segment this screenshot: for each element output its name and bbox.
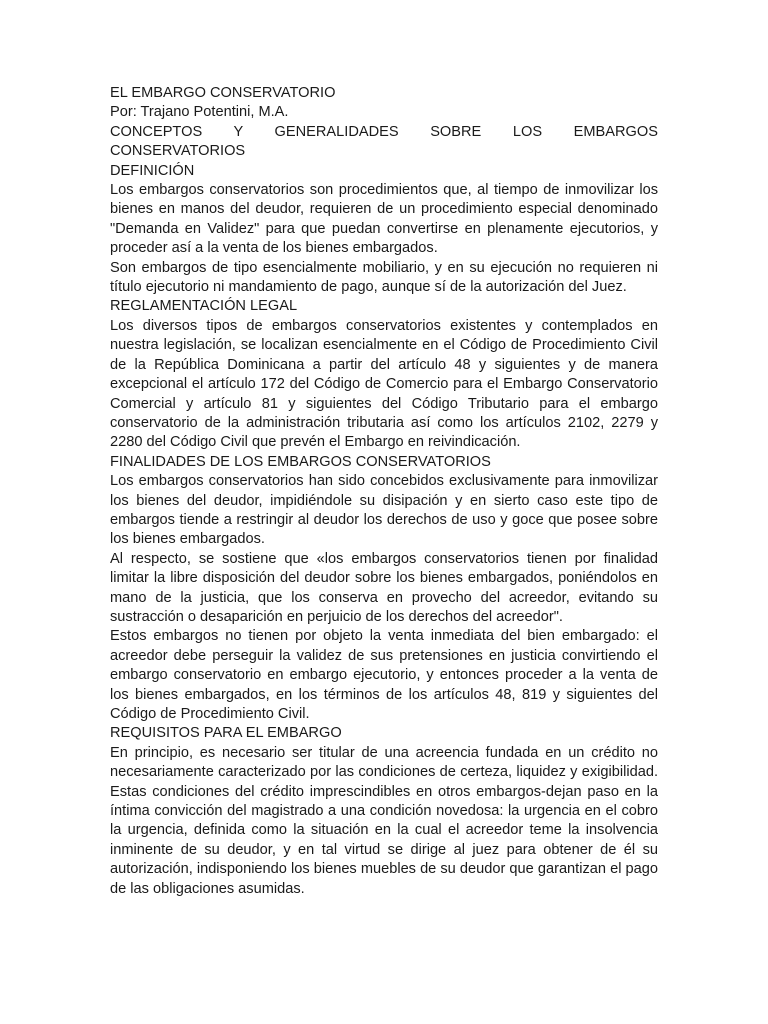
section-heading-requisitos: REQUISITOS PARA EL EMBARGO [110, 725, 342, 742]
document-author: Por: Trajano Potentini, M.A. [110, 104, 289, 121]
section-heading-reglamentacion: REGLAMENTACIÓN LEGAL [110, 298, 298, 315]
paragraph: Son embargos de tipo esencialmente mobiliario, y en su ejecución no requieren ni título ejecutorio ni mandamiento de pago, aunque sí de la autorización del Juez. [110, 259, 658, 296]
section-heading-definicion: DEFINICIÓN [110, 162, 195, 179]
paragraph: Los embargos conservatorios son procedimientos que, al tiempo de inmovilizar los bienes en manos del deudor, requieren de un procedimiento especial denominado "Demanda en Validez" para que puedan convertirse en plenamente ejecutorios, y proceder así a la venta de los bienes embargados. [110, 182, 658, 257]
paragraph: Los embargos conservatorios han sido concebidos exclusivamente para inmovilizar los bienes del deudor, impidiéndole su disipación y en sierto caso este tipo de embargos tiende a restringir al deudor los derechos de uso y goce que posee sobre los bienes embargados. [110, 473, 658, 548]
main-heading-line-1: CONCEPTOS Y GENERALIDADES SOBRE LOS EMBARGOS [110, 123, 658, 140]
main-heading-line-2: CONSERVATORIOS [110, 143, 246, 160]
paragraph: En principio, es necesario ser titular de una acreencia fundada en un crédito no necesariamente caracterizado por las condiciones de certeza, liquidez y exigibilidad. Estas condiciones del crédito imprescindibles en otros embargos-dejan paso en la íntima convicción del magistrado a una condición novedosa: la urgencia en el cobro la urgencia, definida como la situación en la cual el acreedor teme la insolvencia inminente de su deudor, y en tal virtud se dirige al juez para obtener de él su autorización, indisponiendo los bienes muebles de su deudor que garantizan el pago de las obligaciones asumidas. [110, 744, 658, 897]
paragraph: Estos embargos no tienen por objeto la venta inmediata del bien embargado: el acreedor debe perseguir la validez de sus pretensiones en justicia convirtiendo el embargo conservatorio en embargo ejecutorio, y entonces proceder a la venta de los bienes embargados, en los términos de los artículos 48, 819 y siguientes del Código de Procedimiento Civil. [110, 628, 658, 722]
paragraph: Los diversos tipos de embargos conservatorios existentes y contemplados en nuestra legislación, se localizan esencialmente en el Código de Procedimiento Civil de la República Dominicana a partir del artículo 48 y siguientes y de manera excepcional el artículo 172 del Código de Comercio para el Embargo Conservatorio Comercial y artículo 81 y siguientes del Código Tributario para el embargo conservatorio de la administración tributaria así como los artículos 2102, 2279 y 2280 del Código Civil que prevén el Embargo en reivindicación. [110, 317, 658, 451]
document-title: EL EMBARGO CONSERVATORIO [110, 85, 336, 101]
paragraph: Al respecto, se sostiene que «los embargos conservatorios tienen por finalidad limitar la libre disposición del deudor sobre los bienes embargados, poniéndolos en mano de la justicia, que los conserva en provecho del acreedor, evitando su sustracción o desaparición en perjuicio de los derechos del acreedor". [110, 550, 658, 625]
section-heading-finalidades: FINALIDADES DE LOS EMBARGOS CONSERVATORIOS [110, 453, 491, 470]
document-page [110, 84, 658, 899]
